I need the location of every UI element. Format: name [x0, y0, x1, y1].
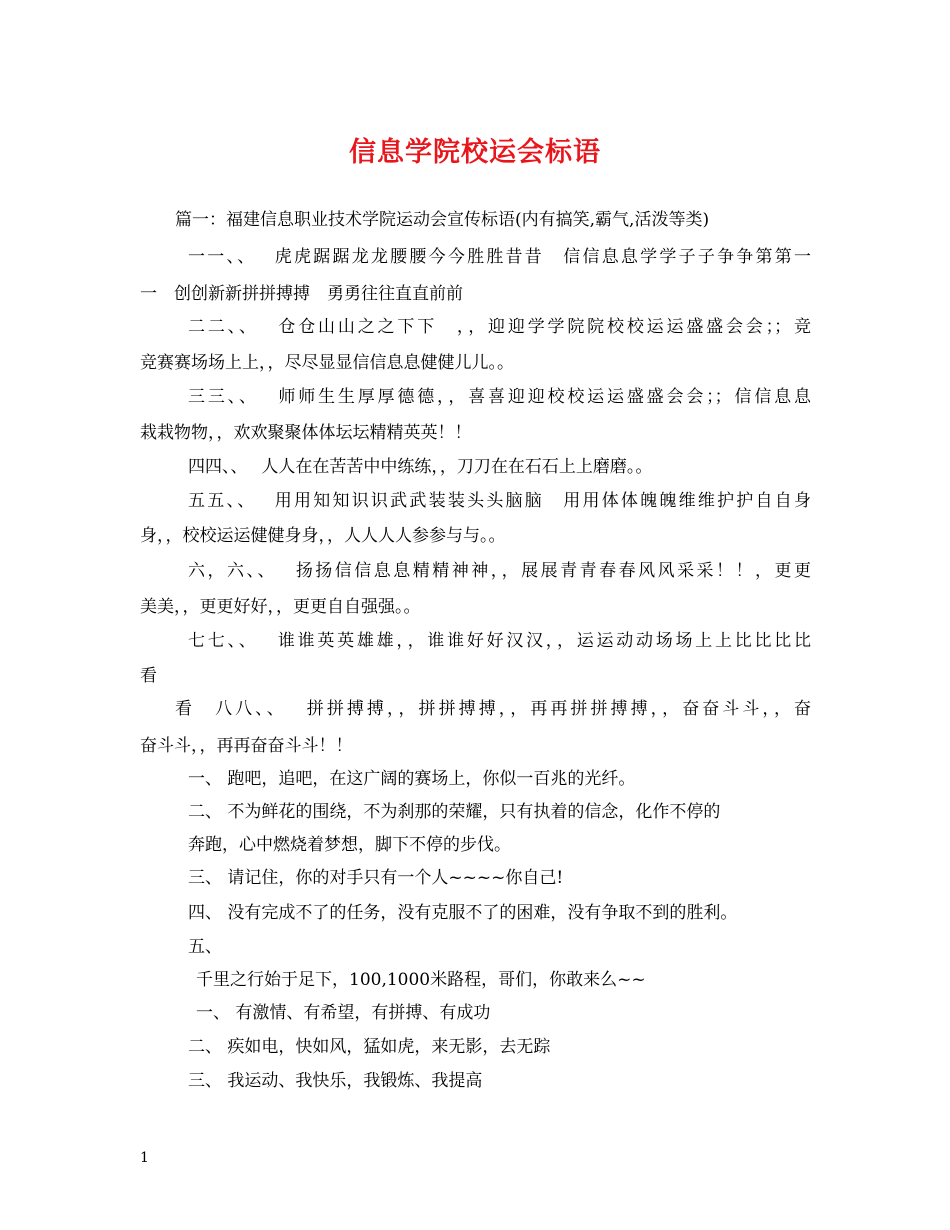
text-line: 五五、、 用用知知识识武武装装头头脑脑 用用体体魄魄维维护护自自身 [188, 491, 811, 511]
text-line: 栽栽物物，，欢欢聚聚体体坛坛精精英英！！ [140, 423, 472, 443]
text-line: 篇一：福建信息职业技术学院运动会宣传标语(内有搞笑,霸气,活泼等类) [175, 210, 710, 230]
page-number: 1 [140, 1150, 149, 1166]
text-line: 七七、、 谁谁英英雄雄，，谁谁好好汉汉，，运运动动场场上上比比比比 [188, 631, 811, 651]
text-line: 四、 没有完成不了的任务，没有克服不了的困难，没有争取不到的胜利。 [188, 903, 738, 923]
text-line: 看 [140, 666, 157, 686]
text-line: 二二、、 仓仓山山之之下下 ，，迎迎学学院院校校运运盛盛会会；；竞 [188, 317, 811, 337]
text-line: 六，六、、 扬扬信信息息精精神神，，展展青青春春风风采采！！，更更 [188, 561, 811, 581]
text-line: 身，，校校运运健健身身，，人人人人参参与与。。 [140, 526, 506, 546]
text-line: 一一、、 虎虎踞踞龙龙腰腰今今胜胜昔昔 信信息息学学子子争争第第一 [188, 247, 811, 267]
text-line: 千里之行始于足下，100,1000米路程，哥们，你敢来么~~ [196, 970, 646, 990]
text-line: 一、 跑吧，追吧，在这广阔的赛场上，你似一百兆的光纤。 [188, 769, 636, 789]
document-title: 信息学院校运会标语 [349, 137, 601, 168]
text-line: 四四、、 人人在在苦苦中中练练，，刀刀在在石石上上磨磨。。 [188, 457, 653, 477]
text-line: 奋斗斗，，再再奋奋斗斗！！ [140, 736, 353, 756]
text-line: 看 八八、、 拼拼搏搏，，拼拼搏搏，，再再拼拼搏搏，，奋奋斗斗，，奋 [175, 699, 811, 719]
text-line: 三、 我运动、我快乐，我锻炼、我提高 [188, 1071, 483, 1091]
text-line: 三、 请记住，你的对手只有一个人~~~~你自己! [188, 868, 564, 888]
text-line: 美美，，更更好好，，更更自自强强。。 [140, 597, 421, 617]
text-line: 二、 不为鲜花的围绕，不为刹那的荣耀，只有执着的信念，化作不停的 [188, 802, 721, 822]
text-line: 五、 [188, 937, 222, 957]
text-line: 一 创创新新拼拼搏搏 勇勇往往直直前前 [140, 284, 463, 304]
text-line: 奔跑，心中燃烧着梦想，脚下不停的步伐。 [188, 835, 511, 855]
text-line: 一、 有激情、有希望，有拼搏、有成功 [196, 1003, 491, 1023]
text-line: 三三、、 师师生生厚厚德德，，喜喜迎迎校校运运盛盛会会；；信信息息 [188, 387, 811, 407]
text-line: 竞赛赛场场上上，，尽尽显显信信息息健健儿儿。。 [140, 353, 514, 373]
text-line: 二、 疾如电，快如风，猛如虎，来无影，去无踪 [188, 1037, 551, 1057]
